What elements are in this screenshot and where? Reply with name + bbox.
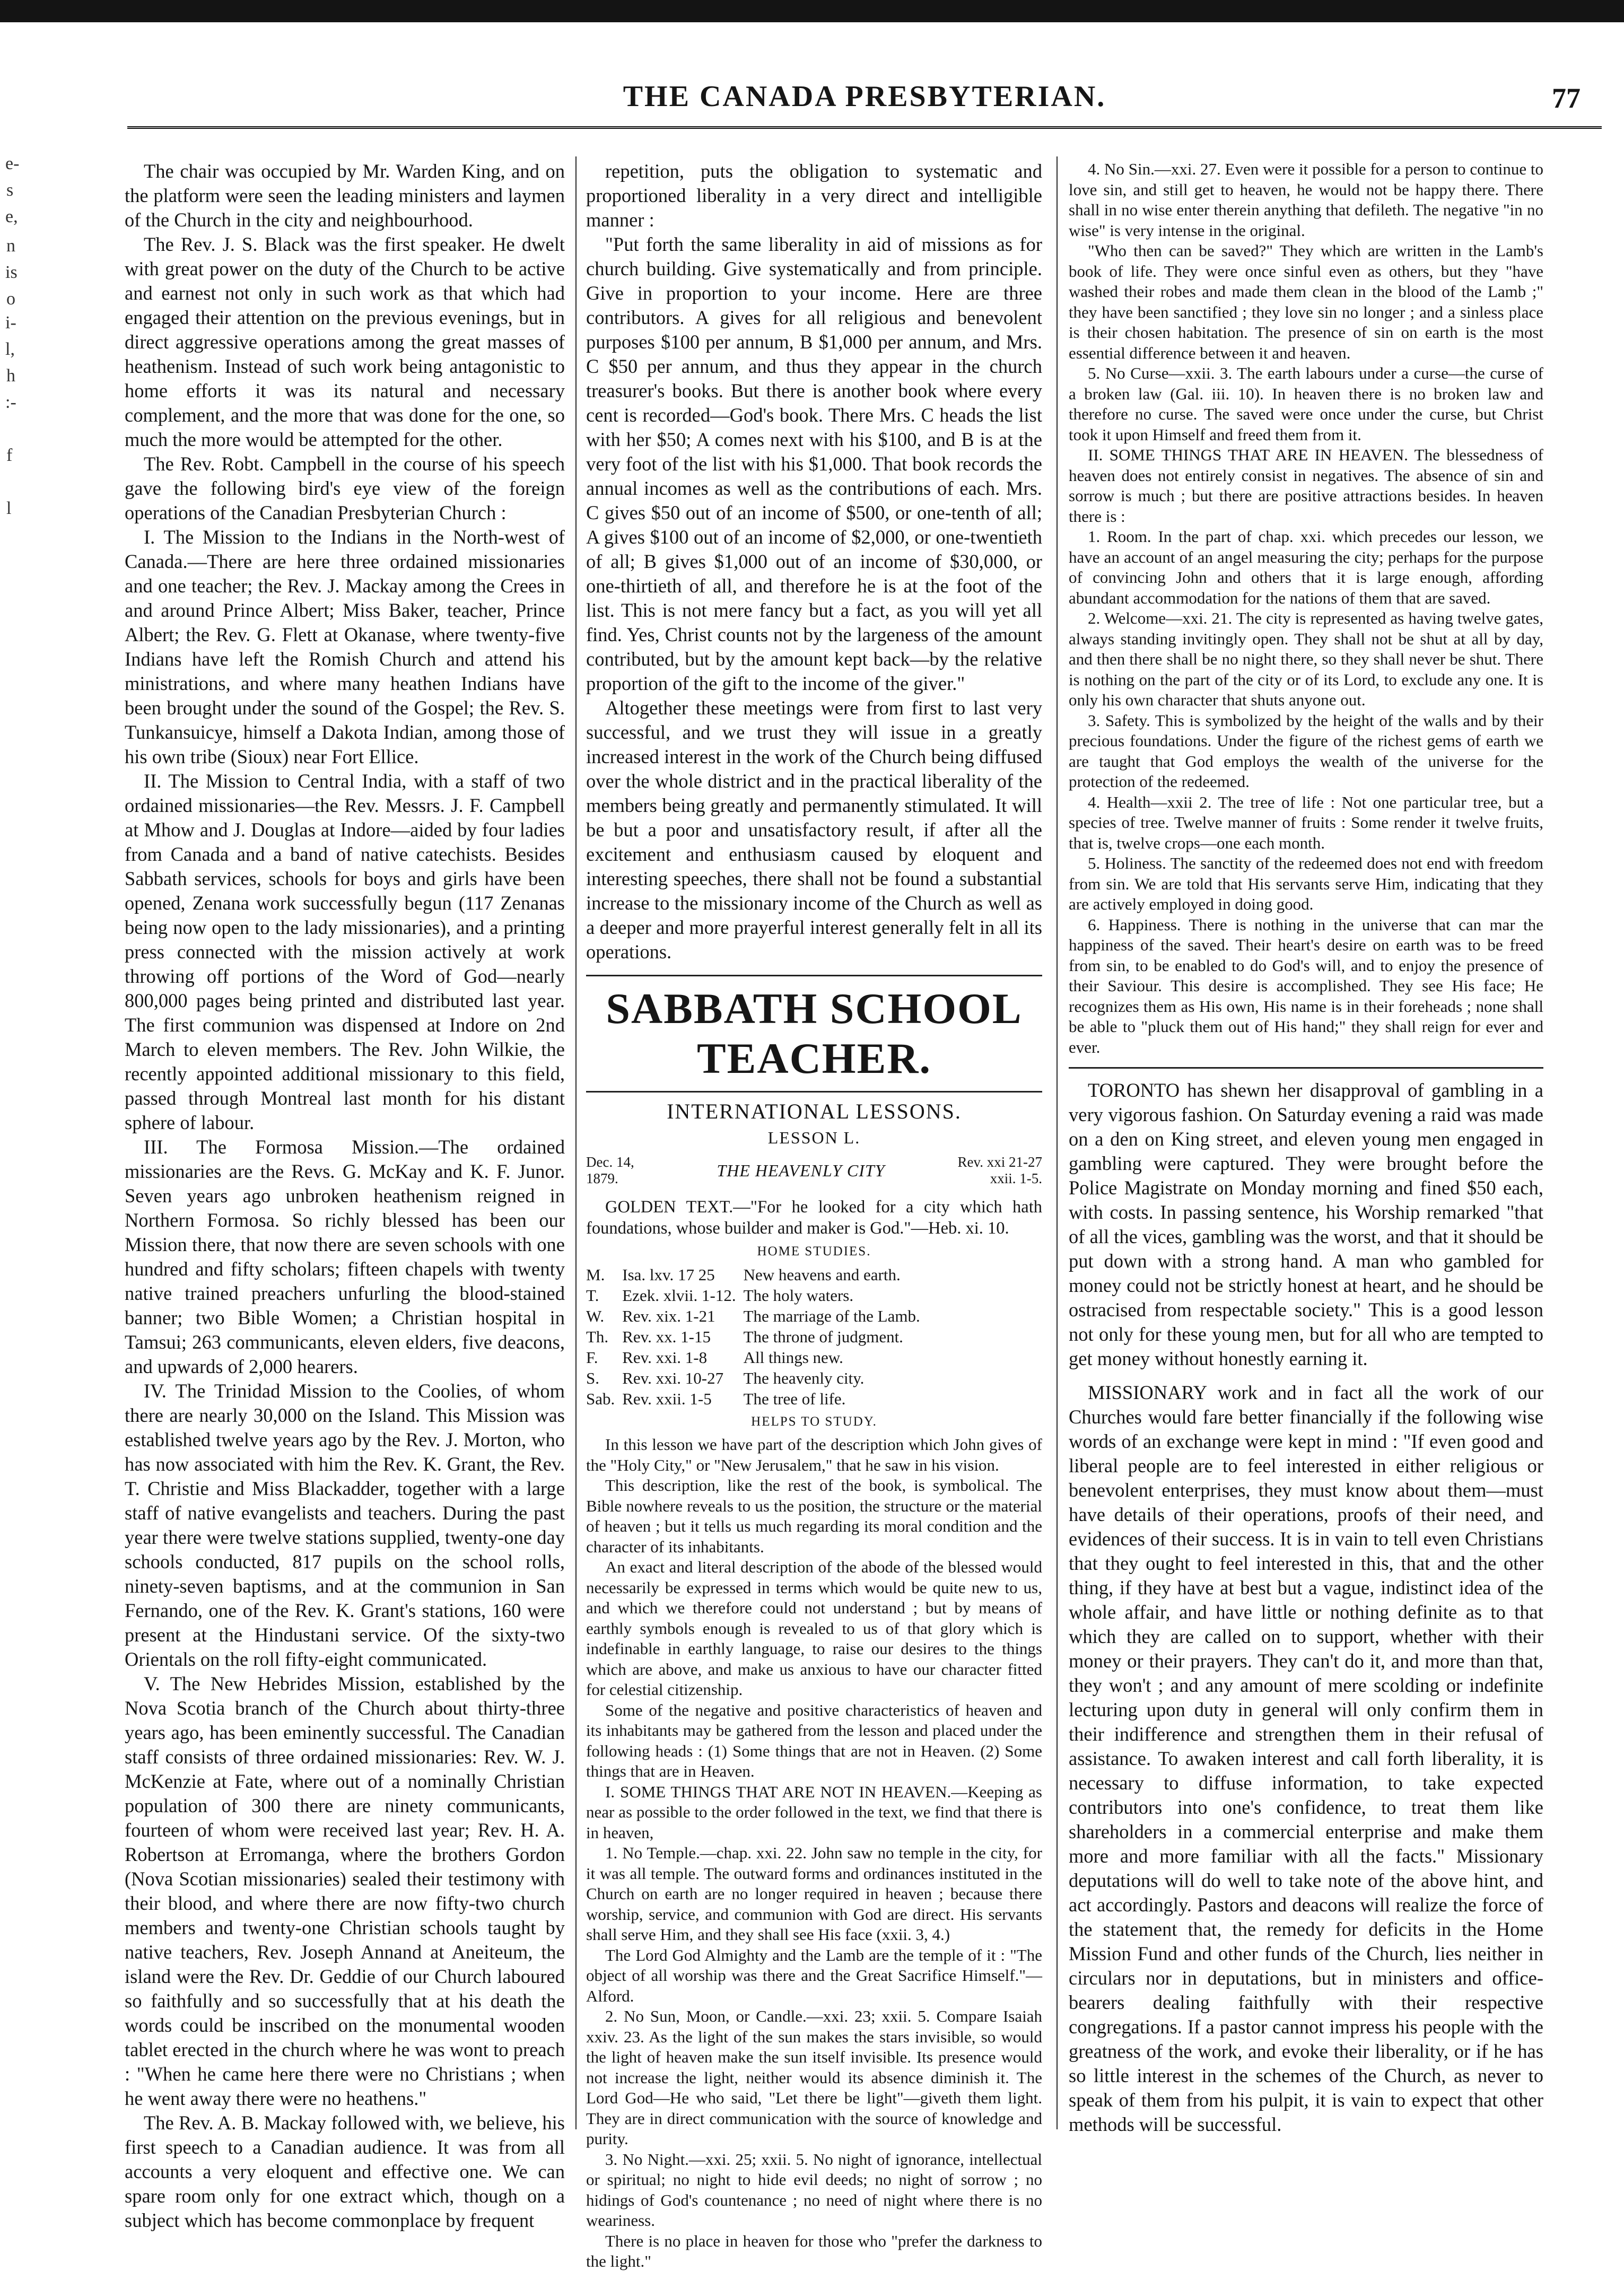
article-paragraph: V. The New Hebrides Mission, established by the Nova Scotia branch of the Church about thirty-three years ago, has been eminently successful. The Canadian staff consists of three ordained missionaries: Rev. W. J. McKenzie at Fate, where out of a nominally Christian population of 300 there are ninety communicants, fourteen of whom were received last year; Rev. H. A. Robertson at Erromanga, where the brothers Gordon (Nova Scotian missionaries) sealed their testimony with their blood, and where there are now fifty-two church members and twenty-one Christian schools taught by native teachers, Rev. Joseph Annand at Aneiteum, the island were the Rev. Dr. Geddie of our Church laboured so faithfully and so successfully that at his death the words could be inscribed on the monumental wooden tablet erected in the church where he was wont to preach : "When he came here there were no Christians ; when he went away there were no heathens." [125, 1673, 565, 2109]
home-studies-heading: HOME STUDIES. [757, 1244, 871, 1259]
helps-paragraph: 5. Holiness. The sanctity of the redeemed does not end with freedom from sin. We are told that His servants serve Him, indicating that they are actively employed in doing good. [1069, 854, 1543, 913]
helps-paragraph: 4. No Sin.—xxi. 27. Even were it possible for a person to continue to love sin, and still get to heaven, he would not be happy there. There shall in no wise enter therein anything that defileth. The negative "in no wise" is very intense in the original. [1069, 160, 1543, 240]
study-topic: The marriage of the Lamb. [743, 1307, 920, 1325]
helps-paragraph: 2. No Sun, Moon, or Candle.—xxi. 23; xxii. 5. Compare Isaiah xxiv. 23. As the light of the sun makes the stars invisible, so would the light of heaven make the sun itself invisible. Its presence would not increase the light, neither would its absence diminish it. The Lord God—He who said, "Let there be light"—giveth them light. They are in direct communication with the source of knowledge and purity. [586, 2007, 1042, 2148]
article-paragraph: The Rev. A. B. Mackay followed with, we believe, his first speech to a Canadian audience. It was from all accounts a very eloquent and effective one. We can spare room only for one extract which, though on a subject which has become commonplace by frequent [125, 2112, 565, 2231]
lesson-series-heading: INTERNATIONAL LESSONS. [667, 1099, 962, 1123]
study-topic: The tree of life. [743, 1390, 846, 1408]
study-topic: The heavenly city. [743, 1369, 865, 1387]
study-ref: Rev. xxi. 1-8 [622, 1348, 708, 1367]
article-paragraph: I. The Mission to the Indians in the North-west of Canada.—There are here three ordained missionaries and one teacher; the Rev. J. Mackay among the Crees in and around Prince Albert; Miss Baker, teacher, Prince Albert; the Rev. G. Flett at Okanase, where twenty-five Indians have left the Romish Church and attend his ministrations, and where many heathen Indians have been brought under the sound of the Gospel; the Rev. S. Tunkansuicye, himself a Dakota Indian, among those of his own tribe (Sioux) near Fort Ellice. [125, 526, 565, 767]
lesson-number: LESSON L. [767, 1128, 861, 1147]
margin-mark: h [6, 366, 15, 386]
article-paragraph: "Put forth the same liberality in aid of missions as for church building. Give systematically and from principle. Give in proportion to your income. Here are three contributors. A gives for all religious and benevolent purposes $100 per annum, B $1,000 per annum, and Mrs. C $50 per annum, and thus they appear in the church treasurer's books. But there is another book where every cent is recorded—God's book. There Mrs. C heads the list with her $50; A comes next with his $100, and B is at the very foot of the list with his $1,000. That book records the annual incomes as well as the contributions of each. Mrs. C gives $50 out of an income of $500, or one-tenth of all; A gives $100 out of an income of $2,000, or one-twentieth of all; B gives $1,000 out of an income of $30,000, or one-thirtieth of all, and therefore he is at the foot of the list. This is not mere fancy but a fact, as you will yet all find. Yes, Christ counts not by the largeness of the amount contributed, but by the amount kept back—by the relative proportion of the gift to the income of the giver." [586, 233, 1042, 694]
study-day: M. [586, 1265, 605, 1284]
helps-paragraph: 4. Health—xxii 2. The tree of life : Not one particular tree, but a species of tree. Twelve manner of fruits : Some render it twelve fruits, that is, twelve crops—one each month. [1069, 792, 1543, 852]
helps-paragraph: 1. No Temple.—chap. xxi. 22. John saw no temple in the city, for it was all temple. The outward forms and ordinances instituted in the Church on earth are no longer required in heaven ; because there worship, service, and communion with God are direct. His servants shall serve Him, and they shall see His face (xxii. 3, 4.) [586, 1843, 1042, 1944]
margin-mark: e, [5, 207, 18, 226]
lesson-refs: Rev. xxi 21-27 xxii. 1-5. [957, 1154, 1042, 1186]
newspaper-title: THE CANADA PRESBYTERIAN. [623, 80, 1106, 113]
helps-paragraph: 3. Safety. This is symbolized by the height of the walls and by their precious foundations. Under the figure of the richest gems of earth we are taught that God employs the wealth of the universe for the protection of the redeemed. [1069, 711, 1543, 791]
section-divider [1069, 1067, 1543, 1069]
lesson-topic: THE HEAVENLY CITY [717, 1160, 885, 1180]
study-day: W. [586, 1307, 605, 1325]
study-ref: Rev. xxii. 1-5 [622, 1390, 712, 1408]
column-middle [586, 159, 1042, 2270]
section-title: SABBATH SCHOOL TEACHER. [586, 975, 1042, 1093]
helps-paragraph: I. SOME THINGS THAT ARE NOT IN HEAVEN.—Keeping as near as possible to the order followed in the text, we find that there is in heaven, [586, 1782, 1042, 1842]
header-rule [127, 126, 1602, 132]
helps-paragraph: This description, like the rest of the book, is symbolical. The Bible nowhere reveals to us the position, the structure or the material of heaven ; but it tells us much regarding its moral condition and the character of its inhabitants. [586, 1476, 1042, 1556]
table-row [586, 1347, 928, 1368]
margin-mark: e- [5, 154, 20, 173]
page-header [127, 80, 1602, 133]
helps-heading: HELPS TO STUDY. [751, 1414, 877, 1429]
helps-paragraph: 6. Happiness. There is nothing in the universe that can mar the happiness of the saved. Their heart's desire on earth was to be freed from sin, to be enabled to do God's will, and to enjoy the presence of their Saviour. This desire is accomplished. They see His face; He recognizes them as His own, His name is in their foreheads ; none shall be able to "pluck them out of His hand;" they shall reign for ever and ever. [1069, 915, 1543, 1056]
margin-mark: s [6, 180, 14, 200]
margin-mark: n [6, 236, 15, 256]
helps-paragraph: In this lesson we have part of the description which John gives of the "Holy City," or "New Jerusalem," that he saw in his vision. [586, 1435, 1042, 1474]
lesson-date: Dec. 14, 1879. [586, 1154, 634, 1186]
margin-mark: is [5, 263, 18, 282]
study-day: Th. [586, 1327, 609, 1346]
table-row [586, 1388, 928, 1409]
table-row [586, 1285, 928, 1306]
table-row [586, 1368, 928, 1388]
helps-paragraph: An exact and literal description of the abode of the blessed would necessarily be expressed in terms which would be quite new to us, and which we therefore could not understand ; but by means of earthly symbols enough is revealed to us of that glory which is indefinable in earthly language, to raise our desires to the things which are above, and make us anxious to have our character fitted for celestial citizenship. [586, 1558, 1042, 1699]
article-paragraph: repetition, puts the obligation to systematic and proportioned liberality in a very direct and intelligible manner : [586, 160, 1042, 231]
page-number: 77 [1552, 82, 1581, 114]
study-ref: Rev. xix. 1-21 [622, 1307, 715, 1325]
column-rule [575, 156, 577, 2129]
margin-mark: l [6, 499, 12, 518]
home-studies-table [586, 1264, 928, 1409]
article-paragraph: III. The Formosa Mission.—The ordained missionaries are the Revs. G. McKay and K. F. Junor. Seven years ago unbroken heathenism reigned in Northern Formosa. So richly blessed has been our Mission there, that now there are seven schools with one hundred and fifty scholars; fifteen chapels with twenty native trained preachers unfurling the blood-stained banner; two Bible Women; a Christian hospital in Tamsui; 263 communicants, eleven elders, five deacons, and upwards of 2,000 hearers. [125, 1136, 565, 1377]
helps-paragraph: The Lord God Almighty and the Lamb are the temple of it : "The object of all worship was there and the Great Sacrifice Himself."—Alford. [586, 1945, 1042, 2005]
margin-mark: f [6, 445, 13, 465]
margin-mark: l, [5, 339, 15, 359]
article-paragraph: Altogether these meetings were from first to last very successful, and we trust they will issue in a greatly increased interest in the work of the Church being diffused over the whole district and in the practical liberality of the members being greatly and permanently stimulated. It will be but a poor and unsatisfactory result, if after all the excitement and enthusiasm caused by eloquent and interesting speeches, there shall not be found a substantial increase to the missionary income of the Church as well as a deeper and more prayerful interest generally felt in all its operations. [586, 697, 1042, 963]
study-ref: Rev. xxi. 10-27 [622, 1369, 724, 1387]
study-ref: Isa. lxv. 17 25 [622, 1265, 715, 1284]
study-ref: Rev. xx. 1-15 [622, 1327, 711, 1346]
editorial-paragraph: MISSIONARY work and in fact all the work of our Churches would fare better financially if the following wise words of an exchange were kept in mind : "If even good and liberal people are to feel interested in either religious or benevolent enterprises, they must know about them—must have details of their operations, proofs of their need, and evidences of their success. It is in vain to tell even Christians that they ought to feel interested in this, that and the other thing, if they have at best but a vague, indistinct idea of the whole affair, and have little or nothing definite as to that which they are called on to support, whether with their money or their prayers. They can't do it, and more than that, they won't ; and any amount of mere scolding or indefinite lecturing upon duty in general will only confirm them in their indifference and strengthen them in their refusal of assistance. To awaken interest and call forth liberality, it is necessary to diffuse information, to take expected contributors into one's confidence, to treat them like shareholders in a commercial enterprise and make them more and more familiar with all the facts." Missionary deputations will do well to take note of the above hint, and act accordingly. Pastors and deacons will realize the force of the statement that, the remedy for deficits in the Home Mission Fund and other funds of the Church, lies neither in circulars nor in deputations, but in ministers and office-bearers dealing faithfully with their respective congregations. If a pastor cannot impress his people with the greatness of the work, and evoke their liberality, or if he has so little interest in the schemes of the Church, as never to speak of them from his pulpit, it is vain to expect that other methods will be successful. [1069, 1382, 1543, 2135]
article-paragraph: The Rev. Robt. Campbell in the course of his speech gave the following bird's eye view of the foreign operations of the Canadian Presbyterian Church : [125, 453, 565, 523]
study-day: F. [586, 1348, 598, 1367]
lesson-info-row [586, 1154, 1042, 1187]
column-right [1069, 159, 1543, 2135]
article-paragraph: The chair was occupied by Mr. Warden King, and on the platform were seen the leading ministers and laymen of the Church in the city and neighbourhood. [125, 160, 565, 231]
helps-paragraph: 5. No Curse—xxii. 3. The earth labours under a curse—the curse of a broken law (Gal. iii. 10). In heaven there is no broken law and therefore no curse. The saved were once under the curse, but Christ took it upon Himself and freed them from it. [1069, 364, 1543, 444]
study-topic: The holy waters. [743, 1286, 854, 1305]
helps-paragraph: 2. Welcome—xxi. 21. The city is represented as having twelve gates, always standing invitingly open. They shall not be shut at all by day, and then there shall be no night there, so they shall never be shut. There is nothing on the part of the city or of its Lord, to exclude any one. It is only his own character that shuts anyone out. [1069, 609, 1543, 709]
article-paragraph: II. The Mission to Central India, with a staff of two ordained missionaries—the Rev. Messrs. J. F. Campbell at Mhow and J. Douglas at Indore—aided by four ladies from Canada and a band of native catechists. Besides Sabbath services, schools for boys and girls have been opened, Zenana work successfully begun (117 Zenanas being now open to the lady missionaries), and a printing press connected with the mission actively at work throwing off portions of the Word of God—nearly 800,000 pages being printed and distributed last year. The first communion was dispensed at Indore on 2nd March to eleven members. The Rev. John Wilkie, the recently appointed additional missionary to this field, passed through Montreal last month for his distant sphere of labour. [125, 770, 565, 1133]
margin-mark: :- [5, 392, 16, 412]
study-day: T. [586, 1286, 599, 1305]
helps-paragraph: There is no place in heaven for those who "prefer the darkness to the light." [586, 2231, 1042, 2270]
helps-paragraph: Some of the negative and positive characteristics of heaven and its inhabitants may be gathered from the lesson and placed under the following heads : (1) Some things that are not in Heaven. (2) Some things that are in Heaven. [586, 1700, 1042, 1780]
helps-paragraph: 1. Room. In the part of chap. xxi. which precedes our lesson, we have an account of an angel measuring the city; perhaps for the purpose of convincing John and others that it is large enough, affording abundant accommodation for the nations of them that are saved. [1069, 527, 1543, 607]
study-day: S. [586, 1369, 599, 1387]
margin-mark: o [6, 289, 15, 309]
article-paragraph: The Rev. J. S. Black was the first speaker. He dwelt with great power on the duty of the Church to be active and earnest not only in such work as that which had engaged their attention on the previous evenings, but in direct aggressive operations among the great masses of heathenism. Instead of such work being antagonistic to home efforts it was its natural and necessary complement, and the more that was done for the one, so much the more would be attempted for the other. [125, 233, 565, 450]
study-topic: New heavens and earth. [743, 1265, 901, 1284]
column-rule [1057, 156, 1058, 2129]
study-ref: Ezek. xlvii. 1-12. [622, 1286, 736, 1305]
table-row [586, 1306, 928, 1326]
editorial-paragraph: TORONTO has shewn her disapproval of gambling in a very vigorous fashion. On Saturday evening a raid was made on a den on King street, and eleven young men engaged in gambling were captured. They were brought before the Police Magistrate on Monday morning and fined $50 each, with costs. In passing sentence, his Worship remarked "that of all the vices, gambling was the worst, and that it should be put down with a strong hand. A man who gambled for money could not be strictly honest at heart, and he should be ostracised from respectable society." This is a good lesson not only for these young men, but for all who are tempted to get money without honestly earning it. [1069, 1079, 1543, 1369]
study-day: Sab. [586, 1390, 615, 1408]
column-left [125, 159, 565, 2231]
study-topic: All things new. [743, 1348, 843, 1367]
study-topic: The throne of judgment. [743, 1327, 903, 1346]
margin-mark: i- [5, 313, 16, 333]
article-paragraph: IV. The Trinidad Mission to the Coolies, of whom there are nearly 30,000 on the Island. This Mission was established twelve years ago by the Rev. J. Morton, who has now associated with him the Rev. K. Grant, the Rev. T. Christie and Miss Blackadder, together with a large staff of native evangelists and teachers. During the past year there were twelve stations supplied, twenty-one day schools conducted, 817 pupils on the school rolls, ninety-seven baptisms, and at the communion in San Fernando, one of the Rev. K. Grant's stations, 160 were present at the Hindustani service. Of the sixty-two Orientals on the roll fifty-eight communicated. [125, 1380, 565, 1670]
helps-paragraph: 3. No Night.—xxi. 25; xxii. 5. No night of ignorance, intellectual or spiritual; no night to hide evil deeds; no night of sorrow ; no hidings of God's countenance ; no need of night where there is no weariness. [586, 2149, 1042, 2230]
top-border-rule [0, 0, 1624, 22]
table-row [586, 1326, 928, 1347]
golden-text: GOLDEN TEXT.—"For he looked for a city which hath foundations, whose builder and maker is God."—Heb. xi. 10. [586, 1198, 1042, 1238]
helps-paragraph: "Who then can be saved?" They which are written in the Lamb's book of life. They were once sinful even as others, but they "have washed their robes and made them clean in the blood of the Lamb ;" they have been sanctified ; they love sin no longer ; and a sinless place is their chosen habitation. The presence of sin on earth is the most essential difference between it and heaven. [1069, 241, 1543, 362]
table-row [586, 1264, 928, 1285]
helps-paragraph: II. SOME THINGS THAT ARE IN HEAVEN. The blessedness of heaven does not entirely consist in negatives. The absence of sin and sorrow is much ; but there are positive attractions besides. In heaven there is : [1069, 445, 1543, 526]
